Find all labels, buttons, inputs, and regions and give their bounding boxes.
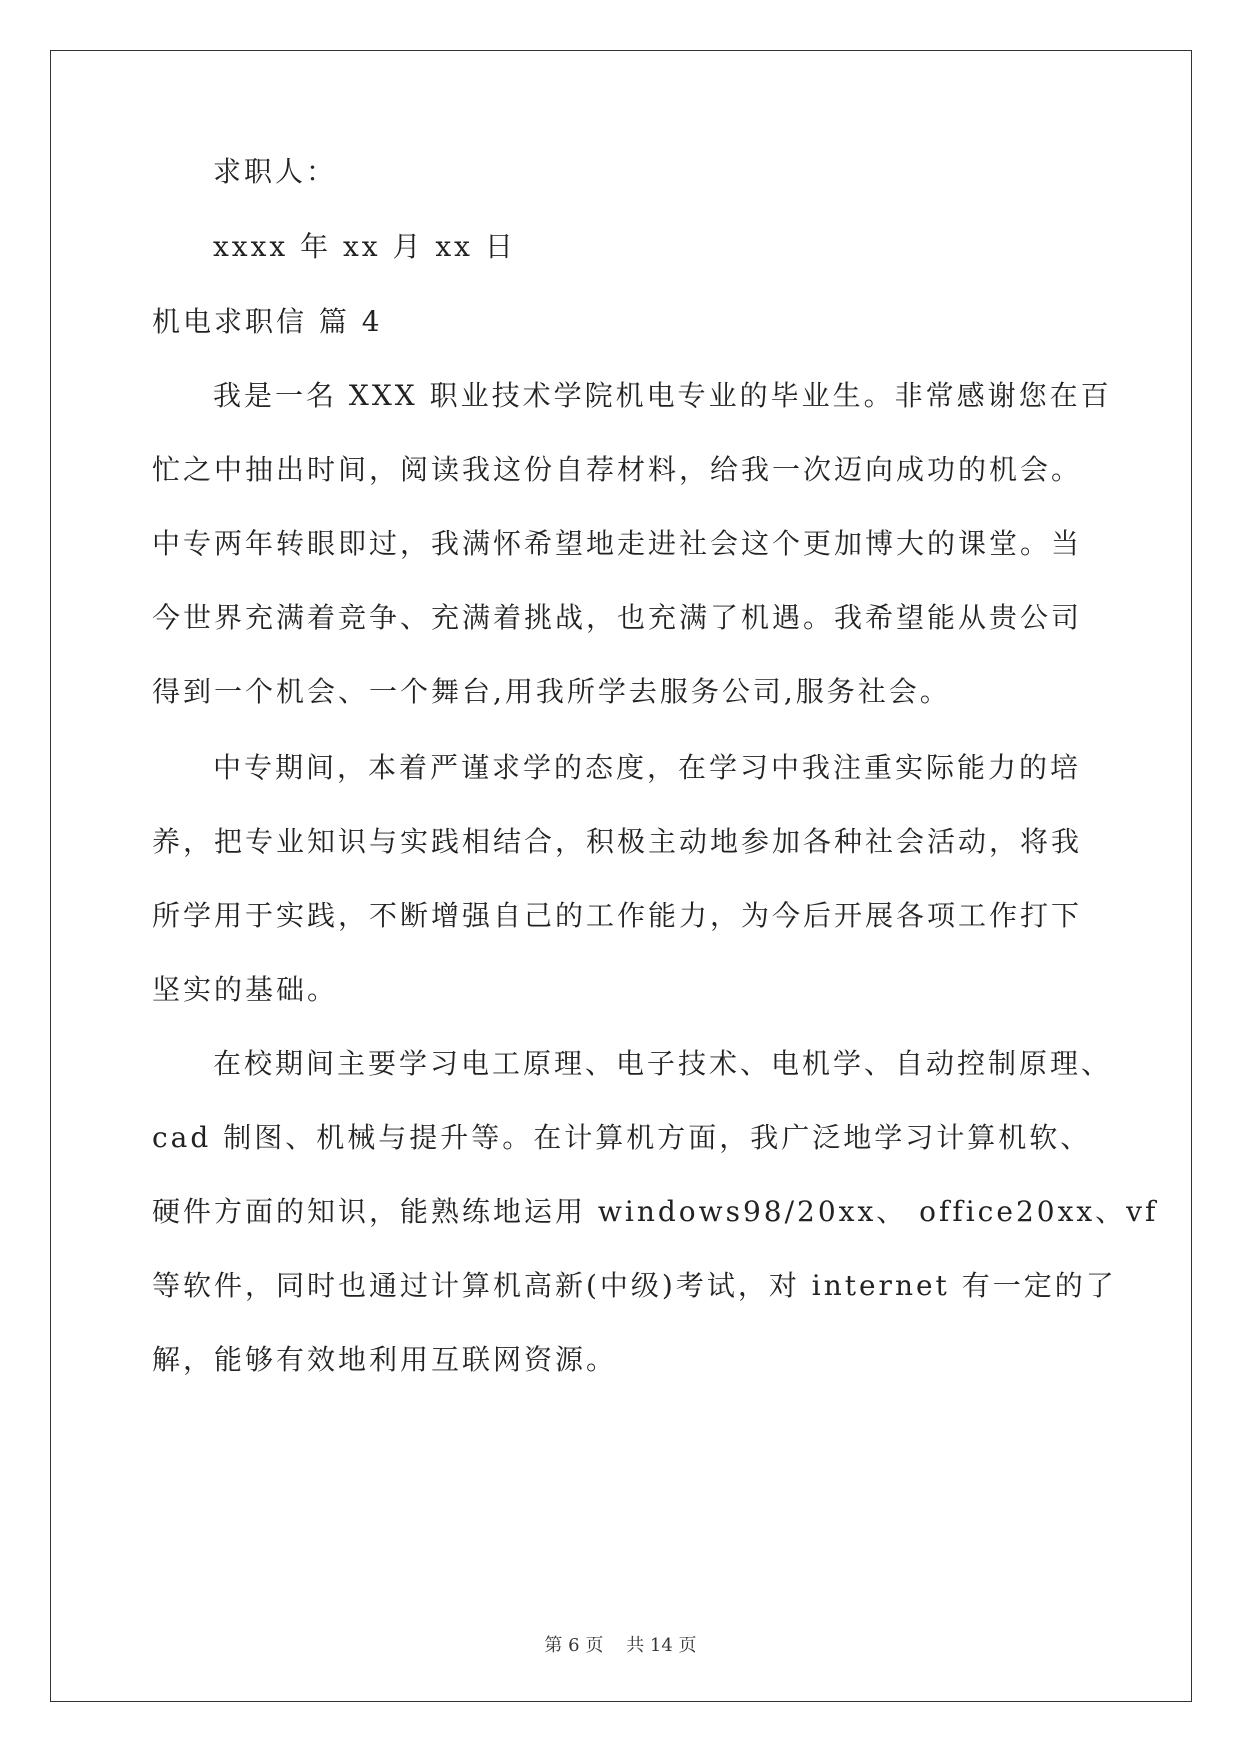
paragraph-line: 中专两年转眼即过，我满怀希望地走进社会这个更加博大的课堂。当 [152, 527, 1083, 560]
signature-label: 求职人： [213, 155, 338, 188]
page-number: 第 6 页 共 14 页 [544, 1635, 697, 1656]
paragraph-line: 坚实的基础。 [152, 973, 339, 1006]
page-border [50, 50, 1192, 1702]
paragraph-line: 我是一名 XXX 职业技术学院机电专业的毕业生。非常感谢您在百 [213, 379, 1112, 412]
paragraph-line: 解，能够有效地利用互联网资源。 [152, 1343, 618, 1376]
paragraph-line: 等软件，同时也通过计算机高新(中级)考试，对 internet 有一定的了 [152, 1269, 1117, 1302]
paragraph-line: 养，把专业知识与实践相结合，积极主动地参加各种社会活动，将我 [152, 825, 1083, 858]
paragraph-line: 忙之中抽出时间，阅读我这份自荐材料，给我一次迈向成功的机会。 [152, 453, 1083, 486]
paragraph-line: 在校期间主要学习电工原理、电子技术、电机学、自动控制原理、 [213, 1047, 1113, 1080]
paragraph-line: 今世界充满着竞争、充满着挑战，也充满了机遇。我希望能从贵公司 [152, 601, 1083, 634]
paragraph-line: 得到一个机会、一个舞台,用我所学去服务公司,服务社会。 [152, 675, 951, 708]
paragraph-line: 所学用于实践，不断增强自己的工作能力，为今后开展各项工作打下 [152, 899, 1083, 932]
paragraph-line: 中专期间，本着严谨求学的态度，在学习中我注重实际能力的培 [213, 751, 1082, 784]
paragraph-line: cad 制图、机械与提升等。在计算机方面，我广泛地学习计算机软、 [152, 1121, 1092, 1154]
date-line: xxxx 年 xx 月 xx 日 [213, 230, 516, 263]
section-title: 机电求职信 篇 4 [152, 305, 383, 338]
paragraph-line: 硬件方面的知识，能熟练地运用 windows98/20xx、 office20xx、vf [152, 1195, 1159, 1228]
